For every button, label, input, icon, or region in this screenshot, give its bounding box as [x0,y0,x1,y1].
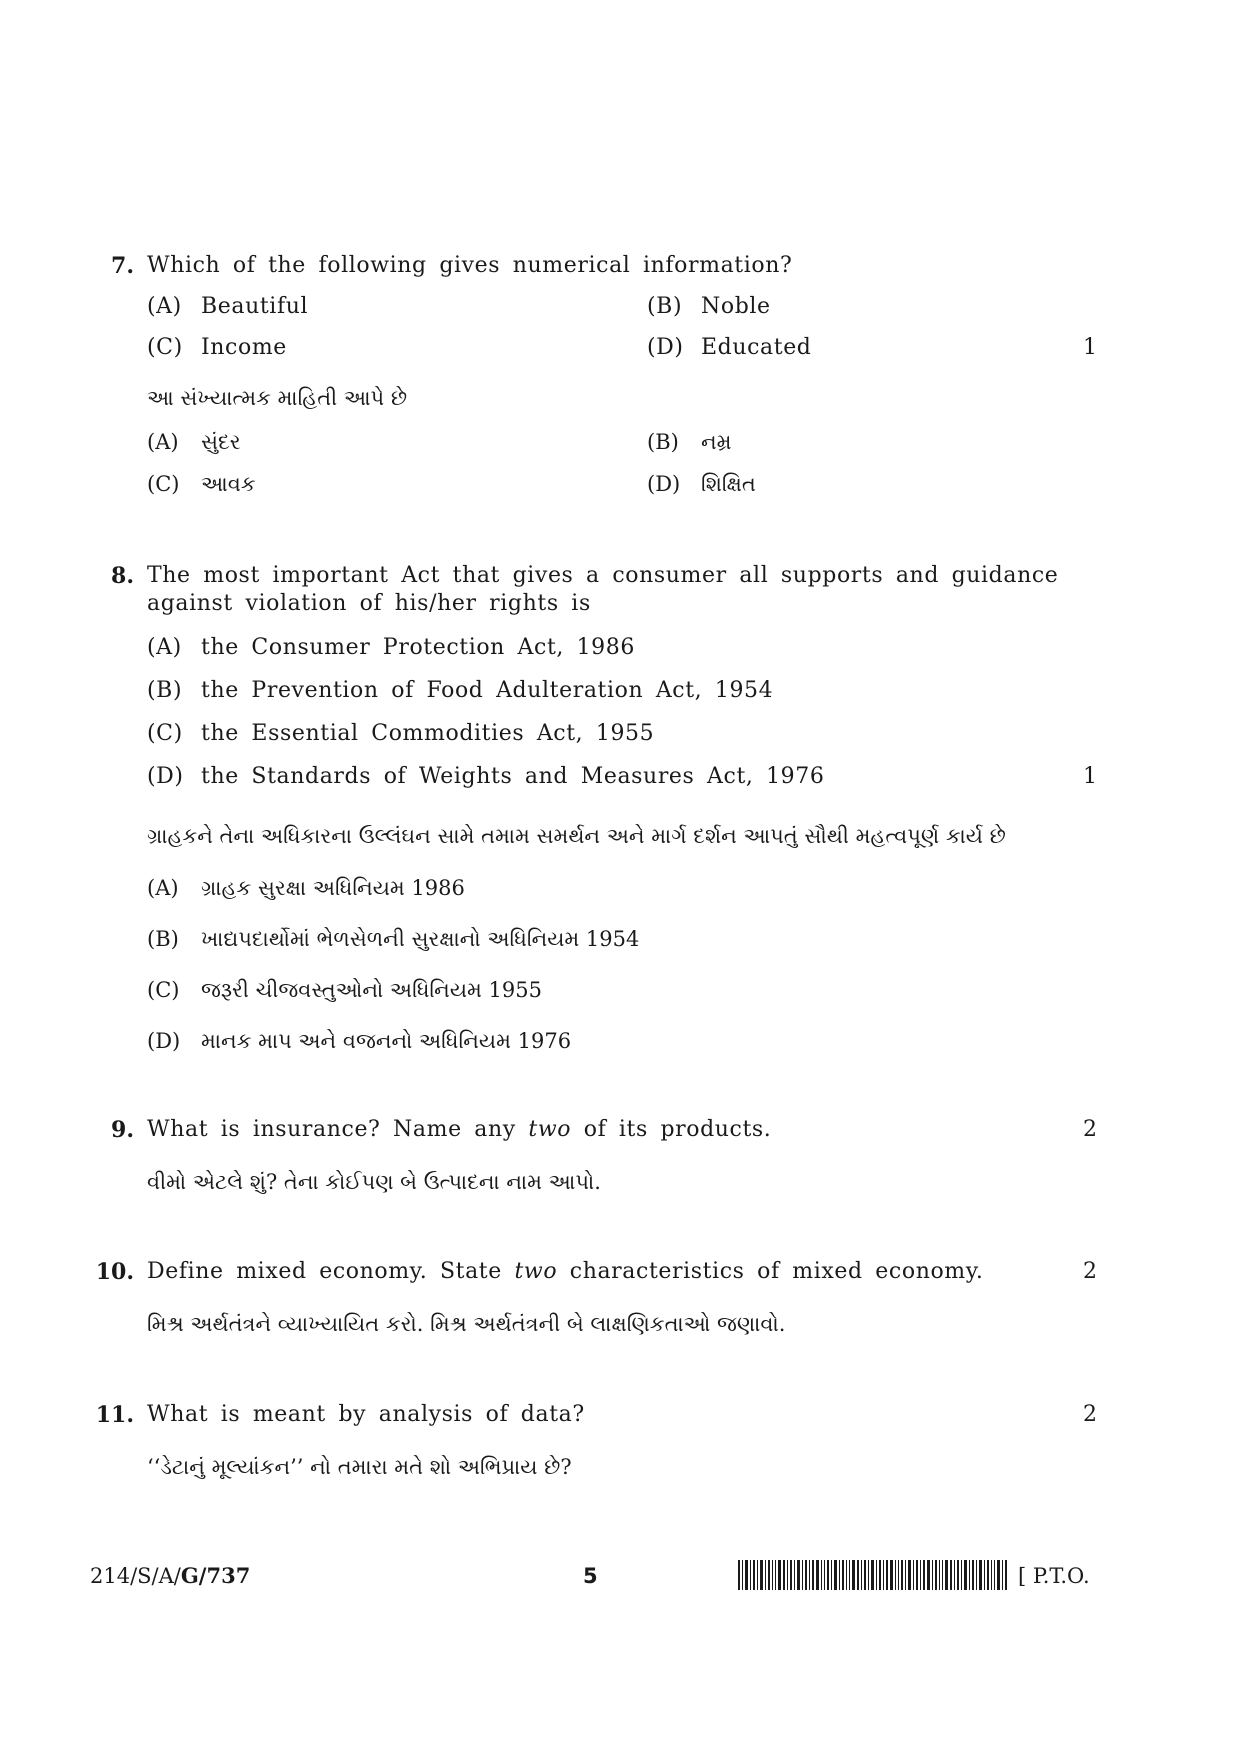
option-label: (A) [147,430,179,454]
option-label: (C) [147,472,180,496]
option-label: (A) [147,876,179,900]
marks: 1 [1083,335,1097,360]
question-text-gujarati: ગ્રાહકને તેના અધિકારના ઉલ્લંઘન સામે તમામ સમર્થન અને માર્ગ દર્શન આપતું સૌથી મહત્વપૂર્ણ કાર્ય છે [147,824,1006,848]
option-text: the Standards of Weights and Measures Act, 1976 [201,764,825,789]
question-text [147,1116,771,1144]
option-text: Income [201,335,287,360]
option-text: શિક્ષિત [701,472,756,496]
option-label: (D) [147,764,184,789]
option-c [147,334,287,362]
marks: 2 [1083,1259,1097,1284]
pto-label: [ P.T.O. [1018,1564,1090,1588]
option-text: Noble [701,294,771,319]
option-d [147,763,824,791]
paper-code-bold: G/737 [180,1563,251,1588]
marks: 2 [1083,1117,1097,1142]
option-label: (B) [147,927,179,951]
option-d-gujarati [647,470,756,498]
question-number: 9. [111,1117,134,1143]
option-label: (C) [147,721,183,746]
option-label: (A) [147,635,182,660]
marks: 2 [1083,1402,1097,1427]
option-label: (B) [147,678,183,703]
option-c-gujarati [147,976,542,1004]
question-text [147,1258,983,1286]
option-b [147,677,773,705]
option-b-gujarati [147,925,639,953]
option-label: (B) [647,430,679,454]
option-label: (B) [647,294,683,319]
option-a-gujarati [147,874,465,902]
option-text: આવક [201,472,256,496]
option-label: (D) [147,1029,181,1053]
option-d-gujarati [147,1027,571,1055]
page-number: 5 [583,1564,598,1588]
question-text-emphasis: two [528,1117,572,1142]
option-text: the Essential Commodities Act, 1955 [201,721,655,746]
option-b-gujarati [647,428,731,456]
question-text: Which of the following gives numerical information? [147,253,793,278]
option-label: (D) [647,335,684,360]
option-text: Educated [701,335,812,360]
question-text-part: of its products. [571,1117,772,1142]
option-c [147,720,654,748]
option-b [647,293,771,321]
barcode-icon [738,1560,1008,1590]
question-number: 10. [95,1259,134,1285]
option-a [147,293,308,321]
option-text: ખાદ્યપદાર્થોમાં ભેળસેળની સુરક્ષાનો અધિનિયમ 1954 [201,927,640,951]
option-c-gujarati [147,470,256,498]
question-text: The most important Act that gives a consumer all supports and guidance [147,563,1059,588]
paper-code [90,1562,250,1590]
option-d [647,334,812,362]
question-text-part: Define mixed economy. State [147,1259,515,1284]
question-text: What is meant by analysis of data? [147,1402,585,1427]
paper-code-prefix: 214/S/A/ [90,1564,181,1588]
question-text-gujarati: મિશ્ર અર્થતંત્રને વ્યાખ્યાયિત કરો. મિશ્ર અર્થતંત્રની બે લાક્ષણિકતાઓ જણાવો. [147,1312,786,1336]
option-text: નમ્ર [701,430,732,454]
question-number: 7. [111,253,134,279]
question-text-gujarati: વીમો એટલે શું? તેના કોઈપણ બે ઉત્પાદના નામ આપો. [147,1170,601,1194]
option-text: માનક માપ અને વજનનો અધિનિયમ 1976 [201,1029,572,1053]
question-text-gujarati: આ સંખ્યાત્મક માહિતી આપે છે [147,386,408,410]
option-a [147,634,635,662]
marks: 1 [1083,764,1097,789]
option-text: the Consumer Protection Act, 1986 [201,635,635,660]
question-text: against violation of his/her rights is [147,591,591,616]
question-text-gujarati: ‘‘ડેટાનું મૂલ્યાંકન’’ નો તમારા મતે શો અભિપ્રાય છે? [147,1455,572,1479]
option-label: (A) [147,294,182,319]
question-number: 11. [95,1402,134,1428]
option-a-gujarati [147,428,241,456]
option-text: ગ્રાહક સુરક્ષા અધિનિયમ 1986 [201,876,465,900]
question-text-part: characteristics of mixed economy. [557,1259,984,1284]
question-text-part: What is insurance? Name any [147,1117,529,1142]
option-label: (C) [147,335,183,360]
option-label: (D) [647,472,681,496]
option-text: the Prevention of Food Adulteration Act, 1954 [201,678,774,703]
option-text: Beautiful [201,294,309,319]
question-number: 8. [111,563,134,589]
option-text: જરૂરી ચીજવસ્તુઓનો અધિનિયમ 1955 [201,978,542,1002]
option-label: (C) [147,978,180,1002]
question-text-emphasis: two [514,1259,558,1284]
option-text: સુંદર [201,430,241,454]
